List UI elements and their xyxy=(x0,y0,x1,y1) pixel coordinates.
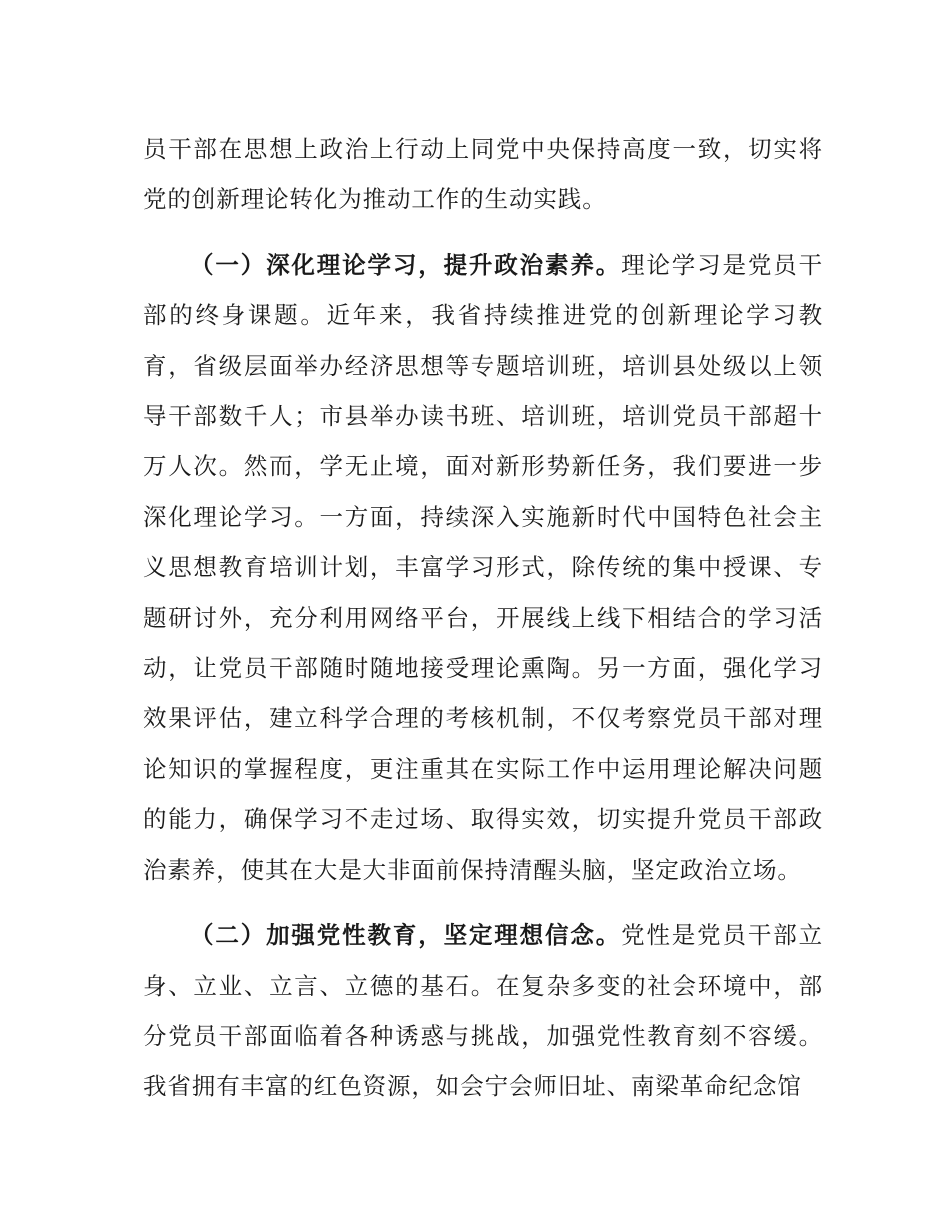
paragraph-continuation xyxy=(143,124,823,225)
paragraph-section-2 xyxy=(143,910,823,1112)
section-heading: （二）加强党性教育，坚定理想信念。 xyxy=(190,921,622,950)
paragraph-text: 党性是党员干部立身、立业、立言、立德的基石。在复杂多变的社会环境中，部分党员干部面临着各种诱惑与挑战，加强党性教育刻不容缓。我省拥有丰富的红色资源，如会宁会师旧址、南梁革命纪念馆 xyxy=(143,921,823,1101)
paragraph-section-1 xyxy=(143,240,823,895)
section-heading: （一）深化理论学习，提升政治素养。 xyxy=(190,250,622,279)
paragraph-text: 理论学习是党员干部的终身课题。近年来，我省持续推进党的创新理论学习教育，省级层面举办经济思想等专题培训班，培训县处级以上领导干部数千人；市县举办读书班、培训班，培训党员干部超十万人次。然而，学无止境，面对新形势新任务，我们要进一步深化理论学习。一方面，持续深入实施新时代中国特色社会主义思想教育培训计划，丰富学习形式，除传统的集中授课、专题研讨外，充分利用网络平台，开展线上线下相结合的学习活动，让党员干部随时随地接受理论熏陶。另一方面，强化学习效果评估，建立科学合理的考核机制，不仅考察党员干部对理论知识的掌握程度，更注重其在实际工作中运用理论解决问题的能力，确保学习不走过场、取得实效，切实提升党员干部政治素养，使其在大是大非面前保持清醒头脑，坚定政治立场。 xyxy=(143,250,823,884)
document-body xyxy=(143,124,823,1112)
paragraph-text: 员干部在思想上政治上行动上同党中央保持高度一致，切实将党的创新理论转化为推动工作的生动实践。 xyxy=(143,135,823,214)
